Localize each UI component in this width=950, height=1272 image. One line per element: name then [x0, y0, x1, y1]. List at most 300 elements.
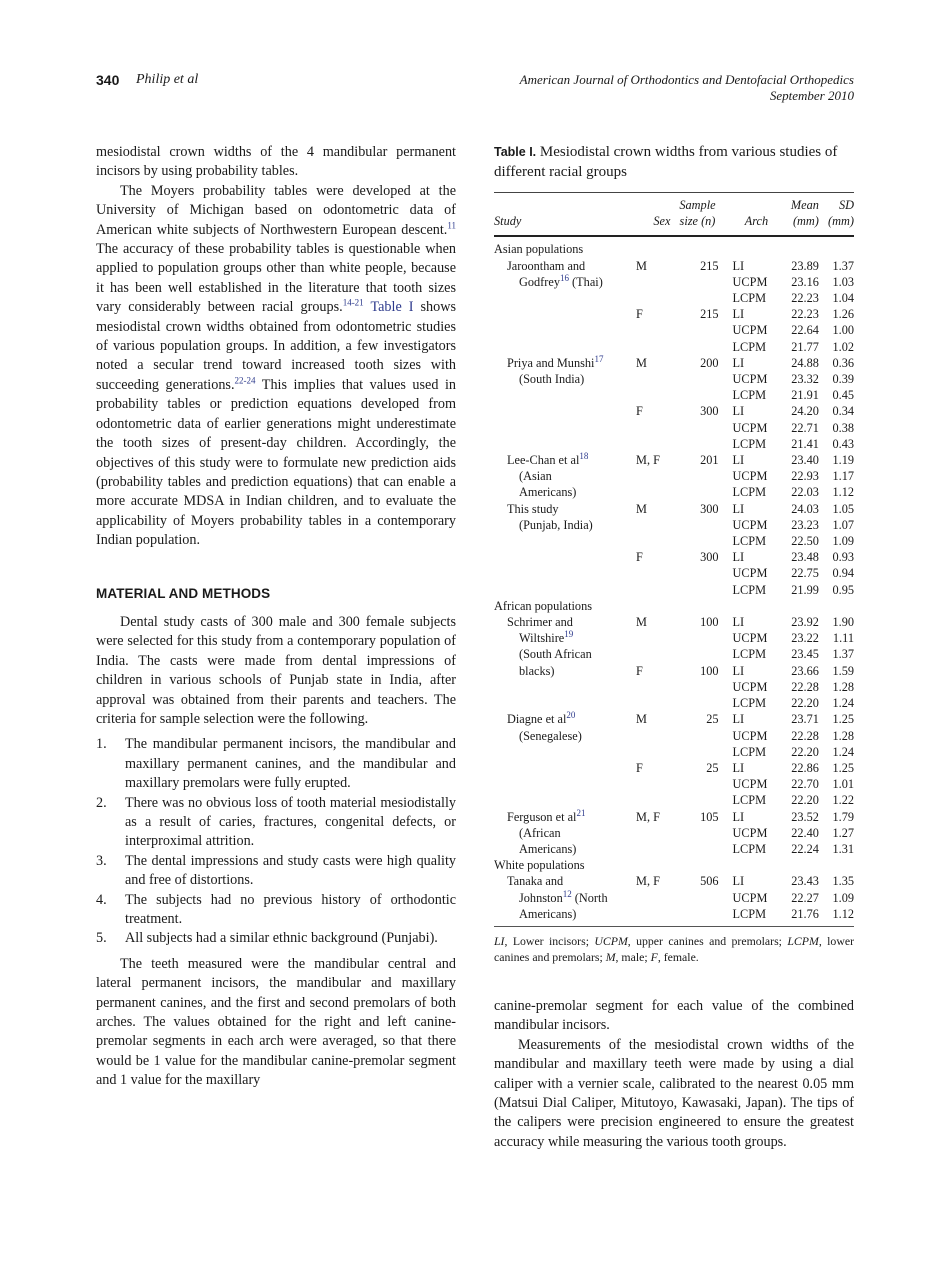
cell-sample-size [676, 290, 732, 306]
cell-study: Americans) [494, 906, 628, 927]
cell-study: Diagne et al$^{20}$ [507, 710, 576, 727]
cell-study [494, 290, 628, 306]
cell-mean: 23.52 [791, 809, 819, 824]
table-row [494, 339, 854, 355]
cell-sample-size [676, 841, 732, 857]
cell-sample-size: 506 [700, 874, 719, 889]
cell-study [494, 679, 628, 695]
cell-sd: 1.90 [832, 615, 854, 630]
table-row [494, 679, 854, 695]
table-row [494, 614, 854, 630]
cell-sd: 0.93 [832, 550, 854, 565]
table-group-row [494, 236, 854, 257]
table-row [494, 776, 854, 792]
table-row [494, 517, 854, 533]
cell-sample-size: 300 [700, 404, 719, 419]
cell-sex [628, 792, 676, 808]
cell-sd: 1.19 [832, 453, 854, 468]
cell-sex: M [636, 712, 647, 727]
cell-mean: 21.91 [791, 388, 819, 403]
cell-sex: M, F [636, 874, 660, 889]
cell-mean: 22.70 [791, 777, 819, 792]
column-header-mean: Mean (mm) [780, 193, 819, 237]
cell-mean: 21.77 [791, 339, 819, 354]
citation-link[interactable]: 21 [576, 807, 586, 818]
cell-sex [628, 274, 676, 290]
cell-arch: UCPM [732, 469, 768, 484]
table-row [494, 792, 854, 808]
cell-sd: 1.02 [832, 339, 854, 354]
cell-sample-size [676, 387, 732, 403]
cell-arch: UCPM [732, 890, 768, 905]
cell-sd: 1.31 [832, 841, 854, 856]
table-row [494, 290, 854, 306]
cell-mean: 22.23 [791, 307, 819, 322]
cell-mean: 22.40 [791, 825, 819, 840]
cell-sd: 1.35 [832, 874, 854, 889]
cell-arch: LCPM [733, 906, 781, 927]
cell-sample-size [676, 565, 732, 581]
citation-link[interactable]: 22-24 [234, 375, 256, 386]
cell-sd: 1.24 [832, 696, 854, 711]
cell-study: Americans) [519, 841, 577, 856]
table-row [494, 322, 854, 338]
cell-sex [628, 371, 676, 387]
cell-sample-size [676, 630, 732, 646]
table-row [494, 695, 854, 711]
table-row [494, 403, 854, 419]
group-label: African populations [494, 598, 593, 613]
cell-sd: 1.12 [819, 906, 854, 927]
cell-study: Jaroontham and [507, 258, 586, 273]
cell-arch: LI [732, 258, 745, 273]
cell-sd: 1.03 [832, 274, 854, 289]
citation-link[interactable]: 14-21 [342, 297, 364, 308]
cell-sample-size [676, 906, 732, 927]
cell-sd: 1.27 [832, 825, 854, 840]
cell-study [494, 533, 628, 549]
cell-study: Godfrey$^{16}$ (Thai) [519, 272, 603, 289]
cell-study: Tanaka and [507, 874, 564, 889]
section-heading: MATERIAL AND METHODS [96, 585, 271, 601]
cell-study: (South India) [519, 372, 585, 387]
cell-arch: UCPM [732, 372, 768, 387]
cell-study: (Asian [519, 469, 552, 484]
cell-mean: 22.27 [791, 890, 819, 905]
cell-sample-size [676, 582, 732, 598]
citation-link[interactable]: 16 [559, 272, 569, 283]
cell-sample-size [676, 744, 732, 760]
table-row [494, 565, 854, 581]
cell-sex [628, 630, 676, 646]
cell-study: blacks) [519, 663, 555, 678]
cell-arch: UCPM [732, 566, 768, 581]
list-item: 3. The dental impressions and study casts were high quality and free of distortions. [96, 852, 456, 889]
cell-sex [628, 695, 676, 711]
cell-study [494, 436, 628, 452]
cell-sd: 0.43 [832, 436, 854, 451]
cell-sex [628, 420, 676, 436]
cell-study [494, 403, 628, 419]
table-row [494, 533, 854, 549]
paragraph: The Moyers probability tables were developed at the University of Michigan based on odontometric data of American white subjects of Northwestern European descent.$^{11}$ The accuracy of these probability tables is questionable when applied to population groups other than white people, because it has been well established in the literature that tooth sizes vary considerably between racial groups.$^{14-21}$ Table I shows mesiodistal crown widths obtained from odontometric studies of various population groups. In addition, a few investigators noted a secular trend toward increased tooth sizes with succeeding generations.$^{22-24}$ This implies that values used in probability tables or prediction equations developed from odontometric data of earlier generations might underestimate the tooth sizes of present-day children. Accordingly, the objectives of this study were to formulate new prediction aids (probability tables and prediction equations) that can enable a more accurate MDSA in Indian children, and to evaluate the applicability of Moyers probability tables in a contemporary Indian population. [96, 182, 456, 549]
right-column-body [494, 997, 854, 1152]
cell-mean: 22.24 [791, 841, 819, 856]
cell-sample-size [676, 274, 732, 290]
table-row [494, 663, 854, 679]
cell-sample-size: 201 [700, 453, 719, 468]
column-header-study: Study [494, 193, 628, 237]
cell-mean: 21.41 [791, 436, 819, 451]
paragraph: Dental study casts of 300 male and 300 female subjects were selected for this study from a contemporary population of India. The casts were made from dental impressions of children in various schools of Punjab state in India, after approval was obtained from their parents and teachers. The criteria for sample selection were the following. [96, 613, 456, 727]
cell-arch: LCPM [732, 793, 767, 808]
table-group-row [494, 857, 854, 873]
citation-link[interactable]: 17 [594, 353, 604, 364]
cell-arch: LI [732, 550, 745, 565]
criteria-list [96, 735, 456, 948]
cell-sex [628, 646, 676, 662]
group-label: White populations [494, 858, 585, 873]
cell-mean: 23.66 [791, 663, 819, 678]
cell-sex [628, 387, 676, 403]
cell-arch: LI [732, 712, 745, 727]
cell-study [494, 744, 628, 760]
cell-sd: 1.28 [832, 679, 854, 694]
cell-mean: 22.20 [791, 696, 819, 711]
journal-info [520, 72, 854, 104]
cell-study [494, 306, 628, 322]
cell-mean: 22.20 [791, 744, 819, 759]
cell-sex [628, 484, 676, 500]
cell-sex: M [636, 501, 647, 516]
table-row [494, 809, 854, 825]
cell-sample-size [676, 776, 732, 792]
cell-arch: LCPM [732, 744, 767, 759]
cell-sd: 1.24 [832, 744, 854, 759]
cell-sex [628, 517, 676, 533]
table-row [494, 468, 854, 484]
cell-sample-size [676, 890, 732, 906]
cell-sd: 1.09 [832, 534, 854, 549]
table-row [494, 728, 854, 744]
cell-sd: 1.07 [832, 517, 854, 532]
cell-mean: 22.50 [791, 534, 819, 549]
cell-sample-size [676, 679, 732, 695]
cell-arch: LI [732, 404, 745, 419]
cell-study: (Punjab, India) [519, 517, 593, 532]
table-row [494, 890, 854, 906]
cell-sex [628, 565, 676, 581]
cell-sample-size: 25 [706, 760, 719, 775]
cell-sample-size: 100 [700, 663, 719, 678]
cell-arch: LCPM [732, 388, 767, 403]
paragraph: Measurements of the mesiodistal crown widths of the mandibular and maxillary teeth were made by using a dial caliper with a vernier scale, calibrated to the nearest 0.05 mm (Matsui Dial Caliper, Mitutoyo, Kawasaki, Japan). The tips of the calipers were precision engineered to ensure the greatest accuracy while measuring the various tooth groups. [494, 1036, 854, 1150]
table-caption: Table I. Mesiodistal crown widths from various studies of different racial groups [494, 144, 838, 180]
list-item: 2. There was no obvious loss of tooth material mesiodistally as a result of caries, fractures, congenital defects, or interproximal attrition. [96, 794, 456, 850]
cell-study: Schrimer and [507, 615, 573, 630]
cell-sd: 1.05 [832, 501, 854, 516]
cell-mean: 23.16 [791, 274, 819, 289]
cell-mean: 22.75 [791, 566, 819, 581]
cell-study: This study [507, 501, 559, 516]
cell-arch: LCPM [732, 339, 767, 354]
cell-sd: 1.28 [832, 728, 854, 743]
cell-sd: 1.17 [832, 469, 854, 484]
citation-link[interactable]: 12 [562, 888, 572, 899]
left-column [96, 143, 456, 1091]
cell-sd: 1.09 [832, 890, 854, 905]
cell-mean: 24.88 [791, 355, 819, 370]
group-label: Asian populations [494, 242, 584, 257]
table-row [494, 355, 854, 371]
cell-arch: LCPM [732, 291, 767, 306]
cell-mean: 23.22 [791, 631, 819, 646]
cell-arch: UCPM [732, 777, 768, 792]
table-row [494, 825, 854, 841]
cell-sex: M [636, 355, 647, 370]
cell-mean: 23.48 [791, 550, 819, 565]
cell-sex: M, F [636, 809, 660, 824]
cell-mean: 22.86 [791, 760, 819, 775]
cell-sex [628, 582, 676, 598]
cell-sample-size [676, 792, 732, 808]
table-row [494, 420, 854, 436]
cell-sample-size: 25 [706, 712, 719, 727]
cell-sex [628, 744, 676, 760]
cell-arch: LI [732, 809, 745, 824]
cell-sex: M [636, 615, 647, 630]
cell-mean: 23.43 [791, 874, 819, 889]
cell-sex [628, 468, 676, 484]
cell-study: Priya and Munshi$^{17}$ [507, 353, 604, 370]
cell-study: Ferguson et al$^{21}$ [507, 807, 586, 824]
cell-sd: 1.25 [832, 712, 854, 727]
cell-study [494, 792, 628, 808]
cell-sd: 0.95 [832, 582, 854, 597]
cell-arch: LI [732, 307, 745, 322]
cell-study [494, 760, 628, 776]
cell-sex: F [636, 760, 643, 775]
cell-arch: LI [732, 501, 745, 516]
cell-sex [628, 728, 676, 744]
cell-arch: LI [732, 874, 745, 889]
column-header-sample-size: Sample size (n) [676, 193, 732, 237]
cell-sample-size [676, 646, 732, 662]
cell-sd: 1.22 [832, 793, 854, 808]
cell-sex: F [636, 550, 643, 565]
cell-sex [628, 290, 676, 306]
data-table [494, 192, 854, 927]
cell-sd: 1.59 [832, 663, 854, 678]
cell-study [494, 387, 628, 403]
cell-study [494, 582, 628, 598]
citation-link[interactable]: 20 [566, 710, 576, 721]
cell-arch: LCPM [732, 696, 767, 711]
cell-mean: 24.03 [791, 501, 819, 516]
paragraph: The teeth measured were the mandibular central and lateral permanent incisors, the mandibular and maxillary permanent canines, and the first and second premolars of both arches. The values obtained for the right and left canine-premolar segments in each arch were averaged, so that there would be 1 value for the mandibular canine-premolar segment and 1 value for the maxillary [96, 955, 456, 1089]
table-row [494, 630, 854, 646]
column-header-arch: Arch [733, 193, 781, 237]
cell-sample-size [676, 468, 732, 484]
table-row [494, 501, 854, 517]
cell-sample-size [676, 695, 732, 711]
cell-sample-size [676, 825, 732, 841]
running-authors: Philip et al [136, 72, 199, 87]
cell-sample-size [676, 484, 732, 500]
cell-arch: UCPM [732, 728, 768, 743]
cell-sd: 1.00 [832, 323, 854, 338]
table-row [494, 760, 854, 776]
cell-study: (South African [519, 647, 592, 662]
table-header-row [494, 193, 854, 237]
cell-arch: LCPM [732, 841, 767, 856]
table-row [494, 906, 854, 927]
cell-study [494, 322, 628, 338]
cell-sample-size [676, 420, 732, 436]
cell-mean: 22.93 [791, 469, 819, 484]
citation-link[interactable]: 18 [579, 450, 589, 461]
cell-sd: 0.38 [832, 420, 854, 435]
cell-study: Wiltshire$^{19}$ [519, 629, 574, 646]
cell-study [494, 339, 628, 355]
cell-mean: 22.20 [791, 793, 819, 808]
page-number: 340 [96, 72, 120, 88]
cell-mean: 24.20 [791, 404, 819, 419]
cell-sex [628, 841, 676, 857]
cell-mean: 22.03 [791, 485, 819, 500]
cell-sd: 1.37 [832, 647, 854, 662]
cell-study: (African [519, 825, 561, 840]
table-group-row [494, 598, 854, 614]
cell-sd: 1.37 [832, 258, 854, 273]
cell-sample-size [676, 322, 732, 338]
table-row [494, 452, 854, 468]
cell-sample-size [676, 533, 732, 549]
cell-mean: 21.76 [780, 906, 819, 927]
cell-sd: 1.04 [832, 291, 854, 306]
cell-sample-size [676, 728, 732, 744]
cell-arch: LI [732, 760, 745, 775]
cell-arch: LI [732, 453, 745, 468]
cell-arch: UCPM [732, 825, 768, 840]
issue-date: September 2010 [769, 88, 854, 103]
cell-arch: UCPM [732, 420, 768, 435]
cell-mean: 23.92 [791, 615, 819, 630]
cell-mean: 23.40 [791, 453, 819, 468]
cell-study [494, 420, 628, 436]
table-row [494, 306, 854, 322]
cell-sample-size [676, 339, 732, 355]
cell-sample-size [676, 371, 732, 387]
cell-arch: LI [732, 615, 745, 630]
cell-sample-size [676, 436, 732, 452]
cell-mean: 23.32 [791, 372, 819, 387]
cell-mean: 22.28 [791, 728, 819, 743]
cell-sample-size: 215 [700, 307, 719, 322]
cell-sample-size: 300 [700, 501, 719, 516]
table-row [494, 371, 854, 387]
citation-link[interactable]: 19 [564, 629, 574, 640]
table-row [494, 274, 854, 290]
paragraph: mesiodistal crown widths of the 4 mandibular permanent incisors by using probability tables. [96, 144, 456, 180]
cell-arch: LI [732, 663, 745, 678]
cell-sample-size: 105 [700, 809, 719, 824]
cell-arch: LI [732, 355, 745, 370]
cell-sex [628, 436, 676, 452]
cell-mean: 22.28 [791, 679, 819, 694]
cell-sex [628, 679, 676, 695]
cell-study [494, 565, 628, 581]
cell-mean: 22.23 [791, 291, 819, 306]
cell-sd: 1.11 [832, 631, 854, 646]
cell-sex [628, 890, 676, 906]
table-row [494, 582, 854, 598]
cell-study [494, 549, 628, 565]
cell-study: Americans) [519, 485, 577, 500]
table-row [494, 436, 854, 452]
cell-mean: 22.64 [791, 323, 819, 338]
cell-sex [628, 776, 676, 792]
cell-sd: 0.94 [832, 566, 854, 581]
cell-sex [628, 322, 676, 338]
cell-sample-size: 100 [700, 615, 719, 630]
table-row [494, 484, 854, 500]
cell-mean: 21.99 [791, 582, 819, 597]
cell-sex: F [636, 663, 643, 678]
table-row [494, 873, 854, 889]
table-label: Table I. [494, 145, 537, 159]
cell-mean: 22.71 [791, 420, 819, 435]
cell-arch: UCPM [732, 323, 768, 338]
cell-arch: UCPM [732, 274, 768, 289]
cell-sd: 1.79 [832, 809, 854, 824]
cell-sex [628, 906, 676, 927]
citation-link[interactable]: 11 [447, 219, 456, 230]
cell-study: Johnston$^{12}$ (North [519, 888, 608, 905]
cell-sample-size: 200 [700, 355, 719, 370]
cell-sd: 1.12 [832, 485, 854, 500]
list-item: 1. The mandibular permanent incisors, the mandibular and maxillary permanent canines, and the mandibular and maxillary premolars were fully erupted. [96, 736, 456, 792]
table-row [494, 387, 854, 403]
cell-sex: M, F [636, 453, 660, 468]
cell-sample-size [676, 517, 732, 533]
cell-arch: LCPM [732, 436, 767, 451]
cell-sample-size: 300 [700, 550, 719, 565]
cell-study: Lee-Chan et al$^{18}$ [507, 450, 589, 468]
cell-mean: 23.71 [791, 712, 819, 727]
cell-sex: F [636, 404, 643, 419]
right-column [494, 143, 854, 965]
cell-sex [628, 533, 676, 549]
table-reference-link[interactable]: Table I [370, 299, 414, 316]
cell-mean: 23.45 [791, 647, 819, 662]
cell-arch: LCPM [732, 647, 767, 662]
cell-study [494, 776, 628, 792]
cell-sex: F [636, 307, 643, 322]
table-row [494, 711, 854, 727]
cell-arch: LCPM [732, 582, 767, 597]
cell-sex: M [636, 258, 647, 273]
cell-arch: UCPM [732, 631, 768, 646]
table-row [494, 549, 854, 565]
cell-sd: 0.45 [832, 388, 854, 403]
cell-sd: 1.25 [832, 760, 854, 775]
cell-sex [628, 825, 676, 841]
table-row [494, 744, 854, 760]
cell-sd: 1.26 [832, 307, 854, 322]
cell-arch: LCPM [732, 485, 767, 500]
cell-study: (Senegalese) [519, 728, 582, 743]
